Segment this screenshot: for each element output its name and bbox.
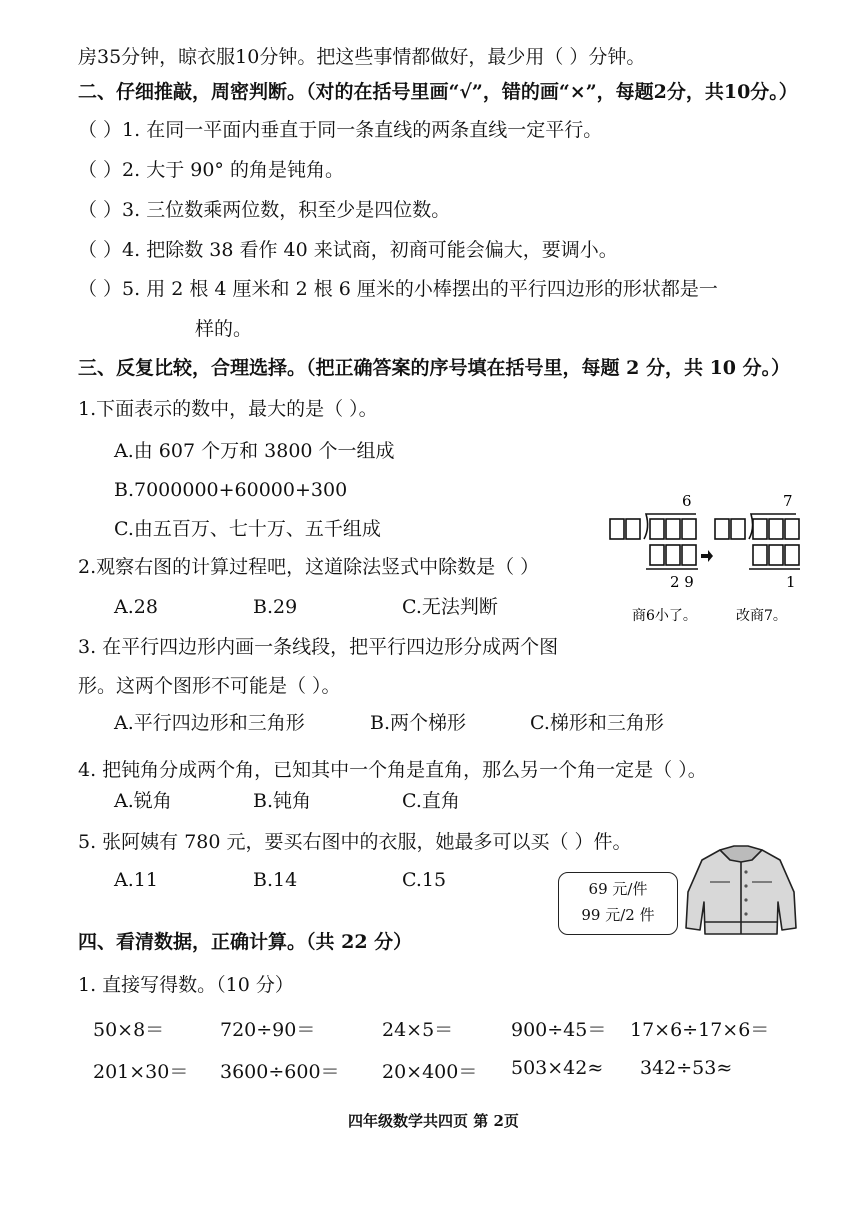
dividend-box	[666, 519, 680, 539]
dividend-box	[682, 519, 696, 539]
judge-item-3	[78, 198, 450, 222]
judge-item-4	[78, 238, 618, 262]
q4-option-c[interactable]: C.直角	[402, 790, 460, 812]
price-tag	[558, 872, 678, 935]
divisor-box	[610, 519, 624, 539]
answer-paren[interactable]: （ ）	[78, 239, 123, 261]
answer-paren[interactable]: （ ）	[78, 278, 123, 300]
judge-text: 1. 在同一平面内垂直于同一条直线的两条直线一定平行。	[122, 119, 603, 141]
judge-item-5	[78, 277, 718, 301]
product-box	[650, 545, 664, 565]
section4-title: 四、看清数据，正确计算。（共 22 分）	[78, 931, 413, 953]
division-bracket	[749, 514, 796, 539]
judge-text: 2. 大于 90° 的角是钝角。	[122, 159, 344, 181]
calc-item: 3600÷600＝	[220, 1061, 340, 1083]
division-bracket	[644, 514, 696, 539]
divisor-box	[715, 519, 729, 539]
product-box	[769, 545, 783, 565]
q1-option-b[interactable]: B.7000000+60000+300	[114, 479, 348, 501]
q1-text: 1.下面表示的数中，最大的是（ ）。	[78, 398, 378, 420]
product-box	[753, 545, 767, 565]
dividend-box	[785, 519, 799, 539]
quotient-right: 7	[783, 492, 793, 510]
divisor-box	[626, 519, 640, 539]
judge-item-5-cont: 样的。	[195, 318, 253, 340]
calc-item: 20×400＝	[382, 1061, 478, 1083]
arrow-icon	[701, 550, 713, 562]
remainder-left: 2 9	[670, 573, 694, 591]
calc-item: 342÷53≈	[640, 1057, 733, 1079]
quotient-left: 6	[682, 492, 692, 510]
section3-title: 三、反复比较，合理选择。（把正确答案的序号填在括号里，每题 2 分，共 10 分。）	[78, 357, 791, 379]
calc-item: 17×6÷17×6＝	[630, 1019, 770, 1041]
sub1-title: 1. 直接写得数。（10 分）	[78, 974, 294, 996]
q3-option-b[interactable]: B.两个梯形	[370, 712, 467, 734]
calc-item: 720÷90＝	[220, 1019, 316, 1041]
answer-paren[interactable]: （ ）	[78, 119, 123, 141]
remainder-right: 1	[786, 573, 796, 591]
q3-option-a[interactable]: A.平行四边形和三角形	[114, 712, 305, 734]
judge-item-1	[78, 118, 602, 142]
q5-option-c[interactable]: C.15	[402, 869, 447, 891]
divisor-box	[731, 519, 745, 539]
judge-text: 5. 用 2 根 4 厘米和 2 根 6 厘米的小棒摆出的平行四边形的形状都是一	[122, 278, 718, 300]
q5-text: 5. 张阿姨有 780 元，要买右图中的衣服，她最多可以买（ ）件。	[78, 831, 632, 853]
section2-title: 二、仔细推敲，周密判断。（对的在括号里画“√”，错的画“×”，每题2分，共10分。）	[78, 81, 798, 103]
q2-text: 2.观察右图的计算过程吧，这道除法竖式中除数是（ ）	[78, 556, 540, 578]
judge-item-2	[78, 158, 344, 182]
page-footer: 四年级数学共四页 第 2页	[348, 1112, 519, 1130]
dividend-box	[650, 519, 664, 539]
q3-option-c[interactable]: C.梯形和三角形	[530, 712, 664, 734]
q2-option-b[interactable]: B.29	[253, 596, 298, 618]
judge-text: 3. 三位数乘两位数，积至少是四位数。	[122, 199, 451, 221]
calc-item: 201×30＝	[93, 1061, 189, 1083]
price-pair: 99 元/2 件	[581, 906, 655, 924]
calc-item: 50×8＝	[93, 1019, 165, 1041]
q3-text-line1: 3. 在平行四边形内画一条线段，把平行四边形分成两个图	[78, 636, 559, 658]
long-division-diagram	[600, 490, 805, 625]
q5-option-a[interactable]: A.11	[114, 869, 158, 891]
calc-item: 900÷45＝	[511, 1019, 607, 1041]
answer-paren[interactable]: （ ）	[78, 159, 123, 181]
jacket-icon	[682, 842, 800, 942]
caption-left: 商6小了。	[632, 608, 697, 624]
product-box	[682, 545, 696, 565]
product-box	[785, 545, 799, 565]
q2-option-c[interactable]: C.无法判断	[402, 596, 498, 618]
dividend-box	[769, 519, 783, 539]
calc-item: 503×42≈	[511, 1057, 604, 1079]
dividend-box	[753, 519, 767, 539]
intro-line: 房35分钟，晾衣服10分钟。把这些事情都做好，最少用（ ）分钟。	[78, 46, 646, 68]
product-box	[666, 545, 680, 565]
judge-text: 4. 把除数 38 看作 40 来试商，初商可能会偏大，要调小。	[122, 239, 618, 261]
q5-option-b[interactable]: B.14	[253, 869, 298, 891]
price-single: 69 元/件	[588, 880, 648, 898]
calc-item: 24×5＝	[382, 1019, 454, 1041]
q4-option-b[interactable]: B.钝角	[253, 790, 312, 812]
q1-option-a[interactable]: A.由 607 个万和 3800 个一组成	[114, 440, 395, 462]
q4-option-a[interactable]: A.锐角	[114, 790, 172, 812]
q4-text: 4. 把钝角分成两个角，已知其中一个角是直角，那么另一个角一定是（ ）。	[78, 759, 707, 781]
q1-option-c[interactable]: C.由五百万、七十万、五千组成	[114, 518, 381, 540]
caption-right: 改商7。	[736, 608, 787, 624]
q2-option-a[interactable]: A.28	[114, 596, 158, 618]
answer-paren[interactable]: （ ）	[78, 199, 123, 221]
q3-text-line2: 形。这两个图形不可能是（ ）。	[78, 675, 341, 697]
